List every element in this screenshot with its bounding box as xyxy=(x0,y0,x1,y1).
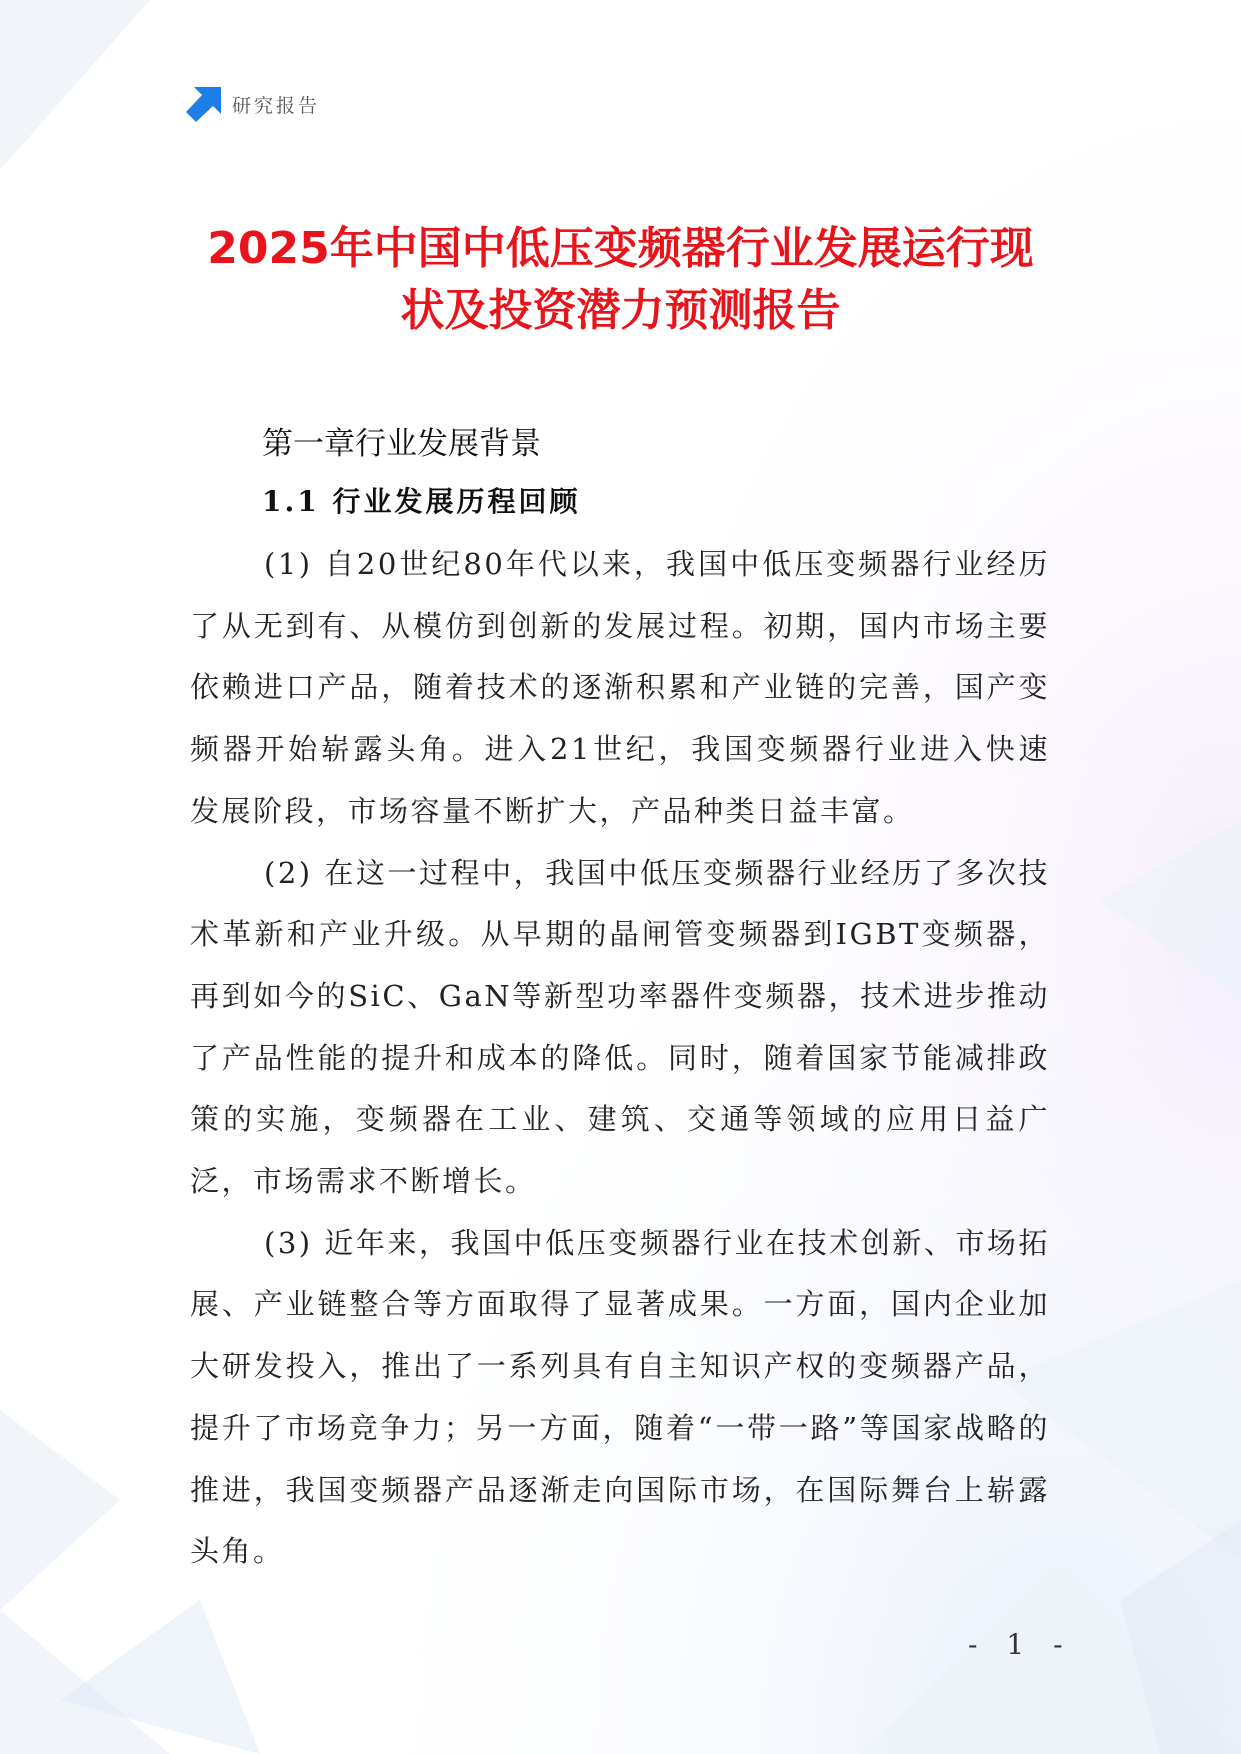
report-title xyxy=(120,218,1121,342)
report-header xyxy=(186,86,320,122)
body-paragraph-2: (2) 在这一过程中，我国中低压变频器行业经历了多次技术革新和产业升级。从早期的晶闸管变频器到IGBT变频器，再到如今的SiC、GaN等新型功率器件变频器，技术进步推动了产品性能的提升和成本的降低。同时，随着国家节能减排政策的实施，变频器在工业、建筑、交通等领域的应用日益广泛，市场需求不断增长。 xyxy=(190,855,1050,1199)
section-heading: 1.1 行业发展历程回顾 xyxy=(262,485,581,518)
page-number: - 1 - xyxy=(968,1628,1073,1661)
header-label: 研究报告 xyxy=(232,94,321,117)
chapter-heading: 第一章行业发展背景 xyxy=(262,426,541,462)
arrow-up-right-icon xyxy=(186,86,222,122)
report-title-line-2: 状及投资潜力预测报告 xyxy=(400,285,841,336)
report-title-line-1: 2025年中国中低压变频器行业发展运行现 xyxy=(207,223,1034,274)
body-paragraph-1: (1) 自20世纪80年代以来，我国中低压变频器行业经历了从无到有、从模仿到创新的发展过程。初期，国内市场主要依赖进口产品，随着技术的逐渐积累和产业链的完善，国产变频器开始崭露头角。进入21世纪，我国变频器行业进入快速发展阶段，市场容量不断扩大，产品种类日益丰富。 xyxy=(190,547,1050,828)
body-paragraph-3: (3) 近年来，我国中低压变频器行业在技术创新、市场拓展、产业链整合等方面取得了显著成果。一方面，国内企业加大研发投入，推出了一系列具有自主知识产权的变频器产品，提升了市场竞争力；另一方面，随着“一带一路”等国家战略的推进，我国变频器产品逐渐走向国际市场，在国际舞台上崭露头角。 xyxy=(190,1225,1050,1569)
body-text xyxy=(190,534,1050,1583)
